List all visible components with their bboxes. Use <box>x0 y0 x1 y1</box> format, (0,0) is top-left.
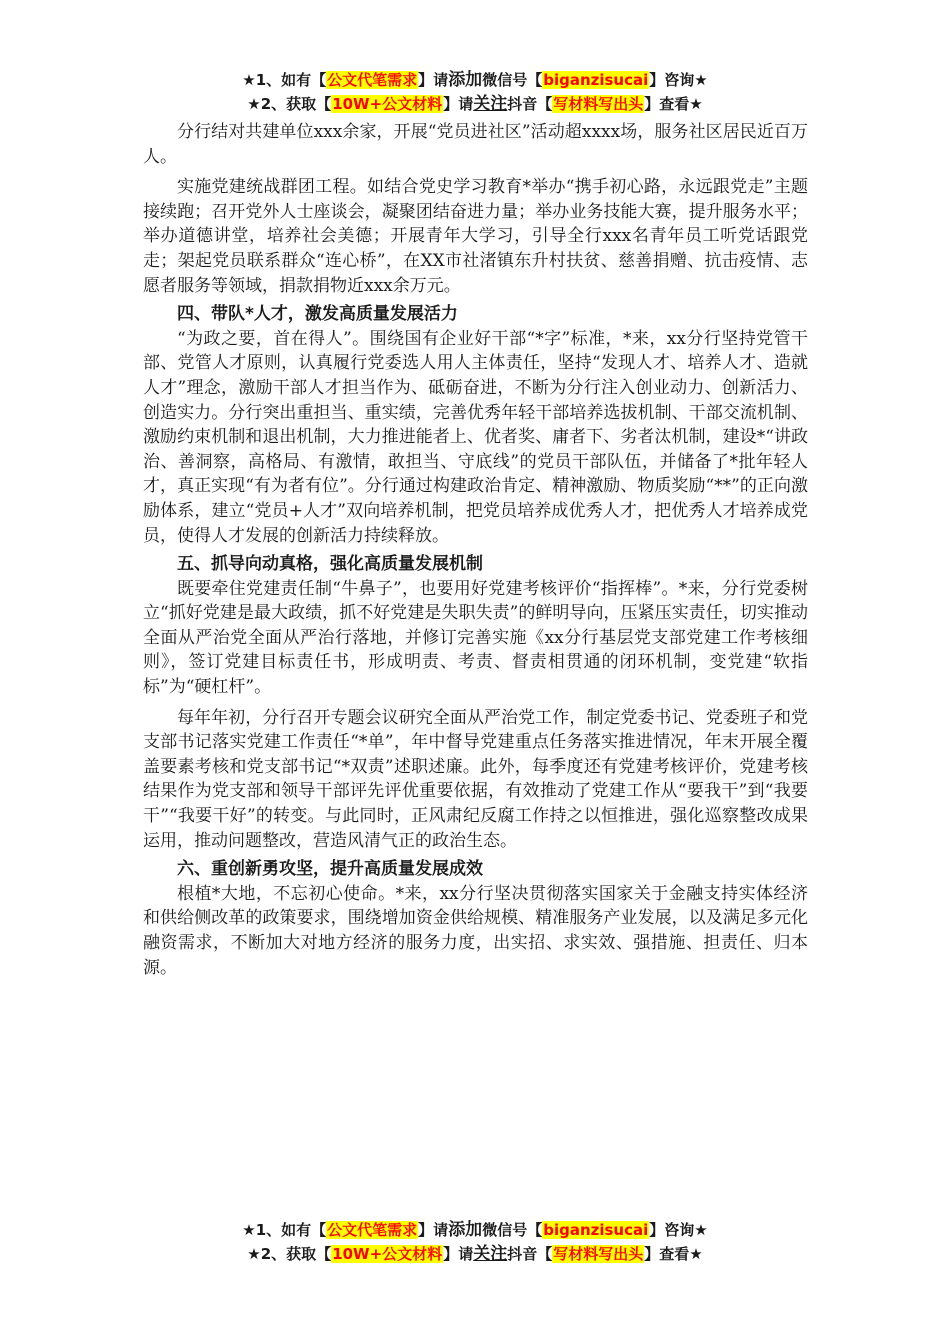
section-heading: 六、重创新勇攻坚，提升高质量发展成效 <box>177 859 483 880</box>
banner-text: 抖音【 <box>507 95 553 113</box>
banner-text: 】查看★ <box>644 95 703 113</box>
banner-text: 】请 <box>418 1221 449 1239</box>
banner-highlight: 10W+公文材料 <box>332 1245 443 1263</box>
banner-wechat-id: biganzisucai <box>543 71 649 89</box>
section-heading: 四、带队*人才，激发高质量发展活力 <box>177 304 458 325</box>
banner-text: 】请 <box>418 71 449 89</box>
banner-line-1 <box>0 1218 950 1242</box>
banner-highlight: 公文代笔需求 <box>327 71 418 89</box>
banner-douyin-id: 写材料写出头 <box>553 95 644 113</box>
banner-wechat-id: biganzisucai <box>543 1221 649 1239</box>
banner-douyin-id: 写材料写出头 <box>553 1245 644 1263</box>
banner-text: ★1、如有【 <box>242 71 327 89</box>
banner-highlight: 10W+公文材料 <box>332 95 443 113</box>
paragraph: 实施党建统战群团工程。如结合党史学习教育*举办“携手初心路，永远跟党走”主题接续跑；召开党外人士座谈会，凝聚团结奋进力量；举办业务技能大赛，提升服务水平；举办道德讲堂，培养社会美德；开展青年大学习，引导全行xxx名青年员工听党话跟党走；架起党员联系群众“连心桥”，在XX市社渚镇东升村扶贫、慈善捐赠、抗击疫情、志愿者服务等领域，捐款捐物近xxx余万元。 <box>143 177 808 296</box>
banner-text: ★2、获取【 <box>247 1245 332 1263</box>
section-heading: 五、抓导向动真格，强化高质量发展机制 <box>177 554 483 575</box>
banner-text: ★1、如有【 <box>242 1221 327 1239</box>
banner-text: 微信号【 <box>482 1221 543 1239</box>
banner-text: 】咨询★ <box>649 1221 708 1239</box>
banner-highlight: 公文代笔需求 <box>327 1221 418 1239</box>
paragraph: 分行结对共建单位xxx余家，开展“党员进社区”活动超xxxx场，服务社区居民近百万人。 <box>143 122 808 167</box>
banner-emphasis: 关注 <box>473 1244 508 1264</box>
banner-text: 】查看★ <box>644 1245 703 1263</box>
banner-text: 】请 <box>443 95 474 113</box>
paragraph: 既要牵住党建责任制“牛鼻子”，也要用好党建考核评价“指挥棒”。*来，分行党委树立“抓好党建是最大政绩，抓不好党建是失职失责”的鲜明导向，压紧压实责任，切实推动全面从严治党全面从严治行落地，并修订完善实施《xx分行基层党支部党建工作考核细则》，签订党建目标责任书，形成明责、考责、督责相贯通的闭环机制，变党建“软指标”为“硬杠杆”。 <box>143 578 808 698</box>
document-body <box>143 120 808 980</box>
footer-banner <box>0 1218 950 1266</box>
banner-emphasis: 添加 <box>448 70 483 90</box>
paragraph: “为政之要，首在得人”。围绕国有企业好干部“*字”标准，*来，xx分行坚持党管干部、党管人才原则，认真履行党委选人用人主体责任，坚持“发现人才、培养人才、造就人才”理念，激励干部人才担当作为、砥砺奋进，不断为分行注入创业动力、创新活力、创造实力。分行突出重担当、重实绩，完善优秀年轻干部培养选拔机制、干部交流机制、激励约束机制和退出机制，大力推进能者上、优者奖、庸者下、劣者汰机制，建设*“讲政治、善洞察，高格局、有激情，敢担当、守底线”的党员干部队伍，并储备了*批年轻人才，真正实现“有为者有位”。分行通过构建政治肯定、精神激励、物质奖励“**”的正向激励体系，建立“党员+人才”双向培养机制，把党员培养成优秀人才，把优秀人才培养成党员，使得人才发展的创新活力持续释放。 <box>143 328 808 546</box>
paragraph: 每年年初，分行召开专题会议研究全面从严治党工作，制定党委书记、党委班子和党支部书记落实党建工作责任“*单”，年中督导党建重点任务落实推进情况，年末开展全覆盖要素考核和党支部书记“*双责”述职述廉。此外，每季度还有党建考核评价，党建考核结果作为党支部和领导干部评先评优重要依据，有效推动了党建工作从“要我干”到“我要干”“我要干好”的转变。与此同时，正风肃纪反腐工作持之以恒推进，强化巡察整改成果运用，推动问题整改，营造风清气正的政治生态。 <box>143 707 808 851</box>
paragraph: 根植*大地，不忘初心使命。*来，xx分行坚决贯彻落实国家关于金融支持实体经济和供给侧改革的政策要求，围绕增加资金供给规模、精准服务产业发展，以及满足多元化融资需求，不断加大对地方经济的服务力度，出实招、求实效、强措施、担责任、归本源。 <box>143 883 808 978</box>
banner-text: 】请 <box>443 1245 474 1263</box>
banner-text: ★2、获取【 <box>247 95 332 113</box>
header-banner <box>0 68 950 116</box>
banner-line-2 <box>0 1242 950 1266</box>
banner-emphasis: 关注 <box>473 94 508 114</box>
banner-text: 抖音【 <box>507 1245 553 1263</box>
banner-text: 】咨询★ <box>649 71 708 89</box>
banner-emphasis: 添加 <box>448 1220 483 1240</box>
banner-line-2 <box>0 92 950 116</box>
banner-line-1 <box>0 68 950 92</box>
banner-text: 微信号【 <box>482 71 543 89</box>
